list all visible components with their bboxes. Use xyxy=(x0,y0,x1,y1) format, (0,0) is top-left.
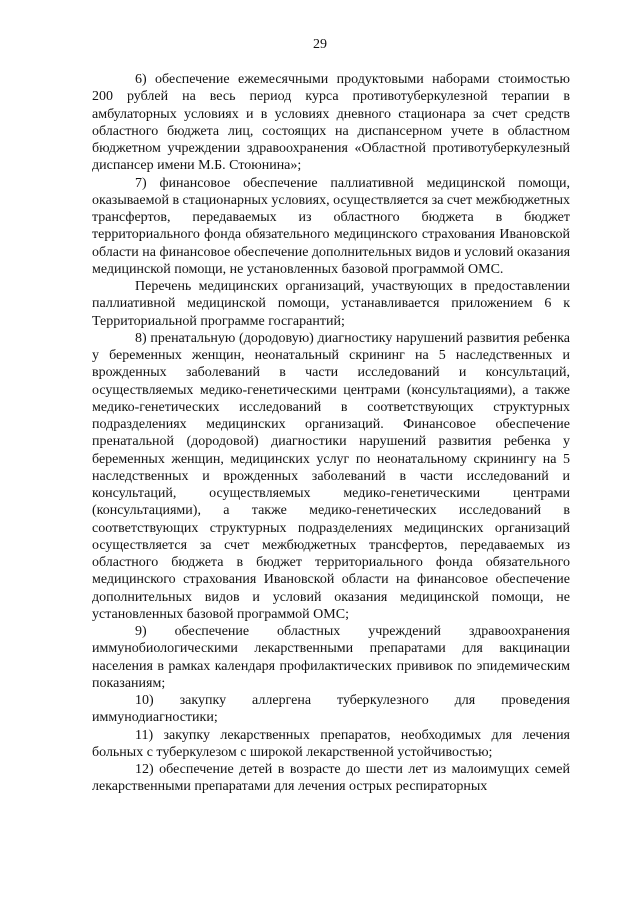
paragraph-item-8: 8) пренатальную (дородовую) диагностику нарушений развития ребенка у беременных женщин, неонатальный скрининг на 5 наследственных и врожденных заболеваний в части исследований и консультаций, осуществляемых медико-генетическими центрами (консультациями), а также медико-генетических исследований в соответствующих структурных подразделениях медицинских организаций. Финансовое обеспечение пренатальной (дородовой) диагностики нарушений развития ребенка у беременных женщин, медицинских услуг по неонатальному скринингу на 5 наследственных и врожденных заболеваний в части исследований и консультаций, осуществляемых медико-генетическими центрами (консультациями), а также медико-генетических исследований в соответствующих структурных подразделениях медицинских организаций осуществляется за счет межбюджетных трансфертов, передаваемых из областного бюджета в бюджет территориального фонда обязательного медицинского страхования Ивановской области на финансовое обеспечение дополнительных видов и условий оказания медицинской помощи, не установленных базовой программой ОМС; xyxy=(92,330,570,622)
paragraph-palliative-list: Перечень медицинских организаций, участвующих в предоставлении паллиативной медицинской помощи, устанавливается приложением 6 к Территориальной программе госгарантий; xyxy=(92,279,570,329)
paragraph-item-6: 6) обеспечение ежемесячными продуктовыми наборами стоимостью 200 рублей на весь период курса противотуберкулезной терапии в амбулаторных условиях и в условиях дневного стационара за счет средств областного бюджета лиц, состоящих на диспансерном учете в областном бюджетном учреждении здравоохранения «Областной противотуберкулезный диспансер имени М.Б. Стоюнина»; xyxy=(92,72,570,174)
paragraph-item-10: 10) закупку аллергена туберкулезного для проведения иммунодиагностики; xyxy=(92,693,570,726)
paragraph-item-7: 7) финансовое обеспечение паллиативной медицинской помощи, оказываемой в стационарных условиях, осуществляется за счет межбюджетных трансфертов, передаваемых из областного бюджета в бюджет территориального фонда обязательного медицинского страхования Ивановской области на финансовое обеспечение дополнительных видов и условий оказания медицинской помощи, не установленных базовой программой ОМС. xyxy=(92,175,571,277)
paragraph-item-11: 11) закупку лекарственных препаратов, необходимых для лечения больных с туберкулезом с широкой лекарственной устойчивостью; xyxy=(92,727,570,760)
paragraph-item-12: 12) обеспечение детей в возрасте до шести лет из малоимущих семей лекарственными препаратами для лечения острых респираторных xyxy=(92,762,570,795)
page-number: 29 xyxy=(313,37,327,52)
document-body xyxy=(92,71,570,796)
paragraph-item-9: 9) обеспечение областных учреждений здравоохранения иммунобиологическими лекарственными препаратами для вакцинации населения в рамках календаря профилактических прививок по эпидемическим показаниям; xyxy=(92,624,570,691)
